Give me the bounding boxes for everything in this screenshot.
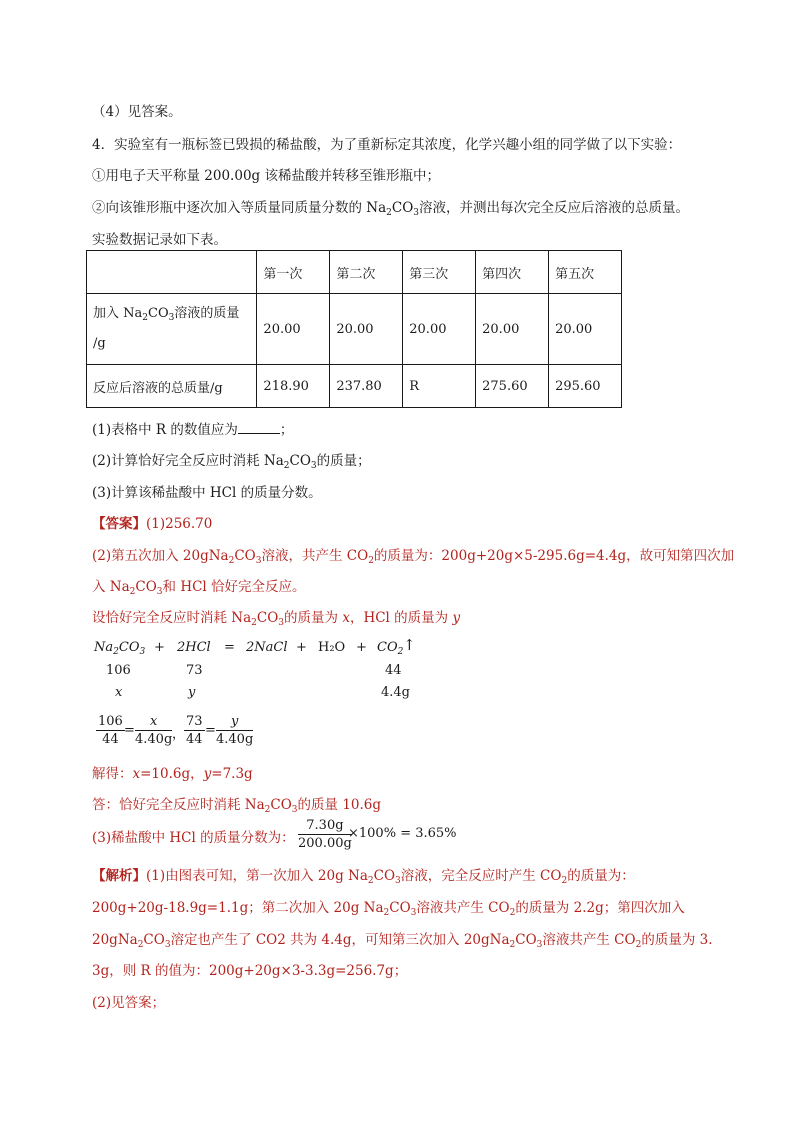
- unknown-x: x: [115, 685, 123, 700]
- analysis-line-5: (2)见答案；: [92, 995, 166, 1011]
- eq-equals: =: [224, 640, 235, 655]
- answer-setup: 设恰好完全反应时消耗 $Na_2CO_3$的质量为 x，HCl 的质量为 y: [92, 610, 461, 628]
- percentage-result: ×100% = 3.65%: [348, 826, 457, 841]
- table-header-cell: 第一次: [257, 251, 330, 294]
- analysis-line-1: 【解析】(1)由图表可知，第一次加入 20g $Na_2CO_3$溶液，完全反应时产生 $CO_2$的质量为：: [92, 868, 635, 886]
- table-header-row: [87, 251, 622, 294]
- table-cell: 237.80: [330, 365, 403, 408]
- fraction: $\frac{x}{4.40g}$: [135, 714, 173, 747]
- eq-nacl: 2NaCl: [246, 640, 288, 655]
- problem-step-2: ②向该锥形瓶中逐次加入等质量同质量分数的 $Na_2CO_3$溶液，并测出每次完全反应后溶液的总质量。: [92, 200, 690, 218]
- table-header-cell: 第五次: [549, 251, 622, 294]
- answer-part-3: (3)稀盐酸中 HCl 的质量分数为：: [92, 830, 295, 846]
- equals-sign: =: [205, 723, 216, 738]
- table-cell: 20.00: [330, 294, 403, 365]
- final-answer: 答：恰好完全反应时消耗 $Na_2CO_3$的质量 10.6g: [92, 797, 382, 815]
- table-header-cell: 第二次: [330, 251, 403, 294]
- eq-plus: +: [154, 640, 165, 655]
- table-cell: 20.00: [257, 294, 330, 365]
- table-intro: 实验数据记录如下表。: [92, 232, 227, 248]
- fraction: $\frac{73}{44}$: [186, 714, 203, 747]
- answer-line-3: 入 $Na_2CO_3$和 HCl 恰好完全反应。: [92, 579, 306, 597]
- answer-line-2: (2)第五次加入 $20gNa_2CO_3$溶液，共产生 $CO_2$的质量为：200g+20g×5-295.6g=4.4g，故可知第四次加: [92, 548, 735, 566]
- table-cell: 20.00: [549, 294, 622, 365]
- previous-answer: （4）见答案。: [92, 104, 182, 120]
- table-cell: 275.60: [476, 365, 549, 408]
- question-2: (2)计算恰好完全反应时消耗 $Na_2CO_3$的质量；: [92, 453, 371, 471]
- table-cell: 20.00: [403, 294, 476, 365]
- analysis-line-3: $20gNa_2CO_3$溶定也产生了 CO2 共为 4.4g，可知第三次加入 $20gNa_2CO_3$溶液共产生 $CO_2$的质量为 3.: [92, 932, 713, 950]
- table-cell: 295.60: [549, 365, 622, 408]
- table-header-cell: 第四次: [476, 251, 549, 294]
- row-label-total-mass: 反应后溶液的总质量/g: [87, 365, 257, 408]
- analysis-tag: 【解析】: [92, 868, 146, 884]
- table-cell: 218.90: [257, 365, 330, 408]
- unknown-y: y: [188, 685, 196, 700]
- question-3: (3)计算该稀盐酸中 HCl 的质量分数。: [92, 485, 322, 501]
- comma: ，: [172, 727, 186, 742]
- eq-plus: +: [296, 640, 307, 655]
- answer-line-1: 【答案】(1)256.70: [92, 516, 213, 532]
- equals-sign: =: [124, 723, 135, 738]
- solution-result: 解得：x=10.6g，y=7.3g: [92, 766, 253, 782]
- answer-blank: [238, 421, 280, 434]
- eq-hcl: 2HCl: [177, 640, 211, 655]
- eq-h2o: H₂O: [318, 640, 346, 655]
- molar-mass-hcl: 73: [186, 663, 203, 678]
- co2-mass: 4.4g: [381, 685, 410, 700]
- answer-tag: 【答案】: [92, 516, 146, 532]
- row-label-added-mass: 加入 $Na_2CO_3$溶液的质量 /g: [87, 294, 257, 365]
- problem-title: 4．实验室有一瓶标签已毁损的稀盐酸，为了重新标定其浓度，化学兴趣小组的同学做了以下实验：: [92, 137, 682, 153]
- eq-co2: $CO_2$: [377, 640, 404, 657]
- molar-mass-co2: 44: [385, 663, 402, 678]
- fraction: $\frac{106}{44}$: [98, 714, 123, 747]
- eq-na2co3: $Na_2CO_3$: [94, 640, 146, 657]
- table-cell: 20.00: [476, 294, 549, 365]
- analysis-line-2: 200g+20g-18.9g=1.1g；第二次加入 20g $Na_2CO_3$溶液共产生 $CO_2$的质量为 2.2g；第四次加入: [92, 900, 685, 918]
- analysis-line-4: 3g，则 R 的值为：200g+20g×3-3.3g=256.7g；: [92, 963, 408, 979]
- molar-mass-na2co3: 106: [106, 663, 131, 678]
- gas-arrow-icon: ↑: [403, 636, 416, 654]
- table-header-cell: 第三次: [403, 251, 476, 294]
- question-1: (1)表格中 R 的数值应为 ；: [92, 422, 294, 438]
- experiment-data-table: [86, 250, 622, 408]
- fraction: $\frac{y}{4.40g}$: [216, 714, 254, 747]
- mass-fraction: $\frac{7.30g}{200.00g}$: [298, 818, 352, 851]
- table-row: [87, 294, 622, 365]
- problem-step-1: ①用电子天平称量 200.00g 该稀盐酸并转移至锥形瓶中；: [92, 168, 440, 184]
- table-row: [87, 365, 622, 408]
- table-cell: R: [403, 365, 476, 408]
- table-header-cell: [87, 251, 257, 294]
- eq-plus: +: [356, 640, 367, 655]
